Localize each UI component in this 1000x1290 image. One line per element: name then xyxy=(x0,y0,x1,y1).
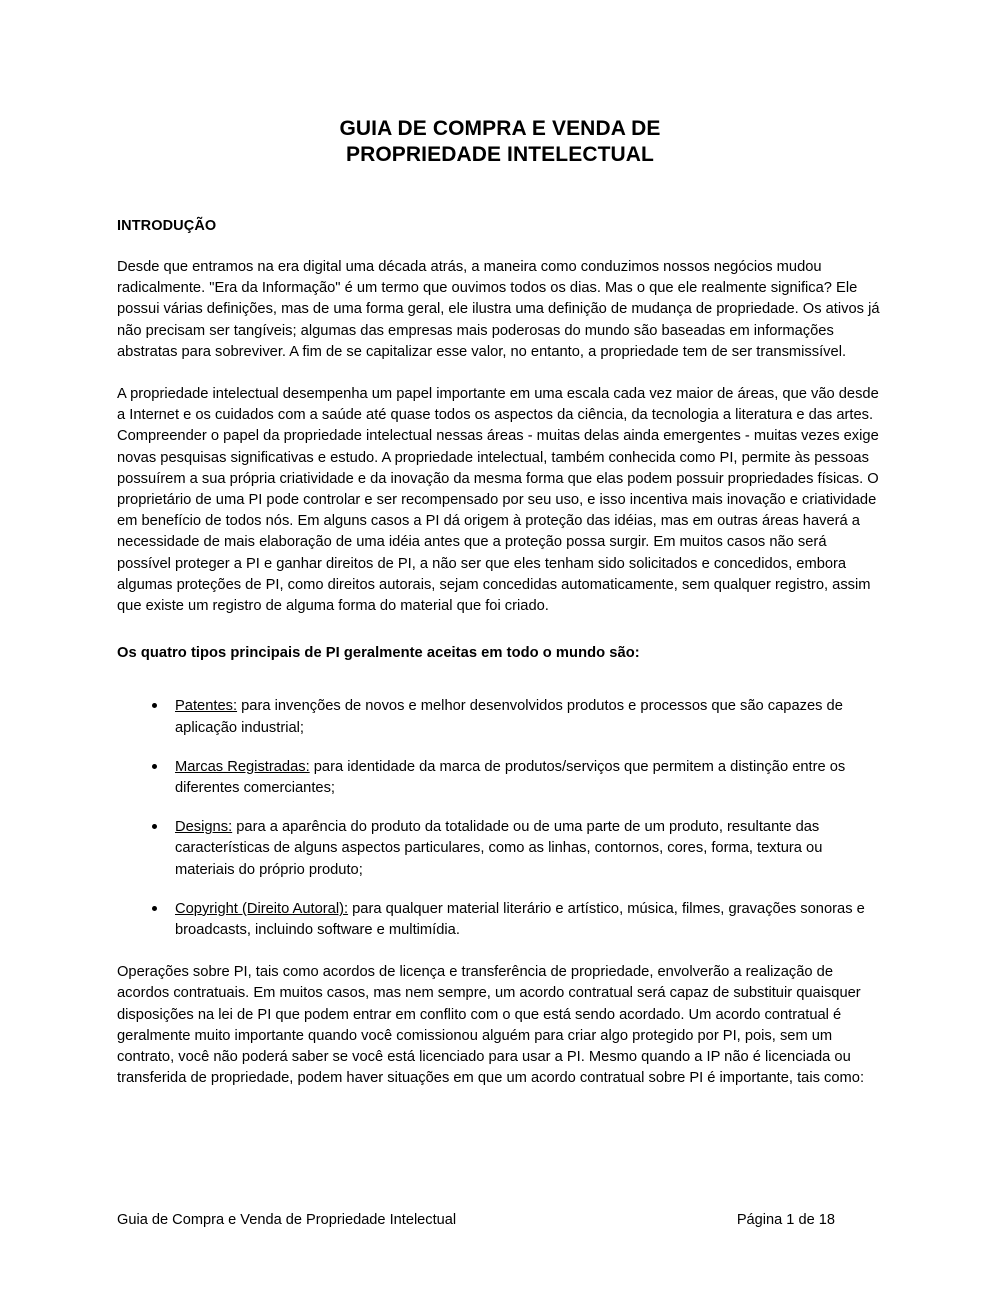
footer-page-number: Página 1 de 18 xyxy=(736,1212,835,1228)
bullet-icon xyxy=(152,824,157,829)
list-item xyxy=(117,799,883,881)
page-content xyxy=(117,0,883,1090)
bullet-icon xyxy=(152,764,157,769)
list-lead-in: Os quatro tipos principais de PI geralmente aceitas em todo o mundo são: xyxy=(117,645,640,662)
ip-types-list xyxy=(117,664,883,941)
page-title-line-2: PROPRIEDADE INTELECTUAL xyxy=(346,143,654,166)
page-title-line-1: GUIA DE COMPRA E VENDA DE xyxy=(339,117,661,140)
ip-type-term: Designs: xyxy=(175,819,233,836)
section-heading-introducao: INTRODUÇÃO xyxy=(117,218,217,234)
ip-type-description: para identidade da marca de produtos/serviços que permitem a distinção entre os diferentes comerciantes; xyxy=(175,758,846,797)
footer-document-name: Guia de Compra e Venda de Propriedade Intelectual xyxy=(117,1212,457,1228)
ip-type-term: Marcas Registradas: xyxy=(175,758,310,775)
paragraph-1: Desde que entramos na era digital uma década atrás, a maneira como conduzimos nossos negócios mudou radicalmente. "Era da Informação" é um termo que ouvimos todos os dias. Mas o que ele realmente significa? Ele possui várias definições, mas de uma forma geral, ele ilustra uma definição de mudança de propriedade. Os ativos já não precisam ser tangíveis; algumas das empresas mais poderosas do mundo são baseadas em informações abstratas para sobreviver. A fim de se capitalizar esse valor, no entanto, a propriedade tem de ser transmissível. xyxy=(117,259,880,360)
ip-type-description: para qualquer material literário e artístico, música, filmes, gravações sonoras e broadcasts, incluindo software e multimídia. xyxy=(175,900,865,939)
page-footer xyxy=(117,1210,883,1230)
bullet-icon xyxy=(152,906,157,911)
list-item xyxy=(117,881,883,941)
ip-type-description: para invenções de novos e melhor desenvolvidos produtos e processos que são capazes de aplicação industrial; xyxy=(175,698,843,736)
bullet-icon xyxy=(152,703,157,708)
closing-paragraph: Operações sobre PI, tais como acordos de licença e transferência de propriedade, envolverão a realização de acordos contratuais. Em muitos casos, mas nem sempre, um acordo contratual será capaz de substituir quaisquer disposições na lei de PI que podem entrar em conflito com o que está sendo acordado. Um acordo contratual é geralmente muito importante quando você comissionou alguém para criar algo protegido por PI, pois, sem um contrato, você não poderá saber se você está licenciado para usar a PI. Mesmo quando a IP não é licenciada ou transferida de propriedade, podem haver situações em que um acordo contratual sobre PI é importante, tais como: xyxy=(117,964,865,1087)
ip-type-description: para a aparência do produto da totalidade ou de uma parte de um produto, resultante das características de alguns aspectos particulares, como as linhas, contornos, cores, forma, textura ou materiais do próprio produto; xyxy=(175,819,823,878)
paragraph-2: A propriedade intelectual desempenha um papel importante em uma escala cada vez maior de áreas, que vão desde a Internet e os cuidados com a saúde até quase todos os aspectos da ciência, da tecnologia a literatura e das artes. Compreender o papel da propriedade intelectual nessas áreas - muitas delas ainda emergentes - muitas vezes exige novas pesquisas significativas e estudo. A propriedade intelectual, também conhecida como PI, permite às pessoas possuírem a sua própria criatividade e da inovação da mesma forma que elas podem possuir propriedades físicas. O proprietário de uma PI pode controlar e ser recompensado por seu uso, e isso incentiva mais inovação e criatividade em benefício de todos nós. Em alguns casos a PI dá origem à proteção das idéias, mas em outras áreas haverá a necessidade de mais elaboração de uma idéia antes que a proteção possa surgir. Em muitos casos não será possível proteger a PI e ganhar direitos de PI, a não ser que eles tenham sido solicitados e concedidos, embora algumas proteções de PI, como direitos autorais, sejam concedidas automaticamente, sem qualquer registro, assim que existe um registro de alguma forma do material que foi criado. xyxy=(117,386,879,615)
ip-type-term: Copyright (Direito Autoral): xyxy=(175,900,349,917)
ip-type-term: Patentes: xyxy=(175,698,238,715)
list-item xyxy=(117,739,883,799)
list-item xyxy=(117,678,883,738)
page-title xyxy=(117,0,883,168)
